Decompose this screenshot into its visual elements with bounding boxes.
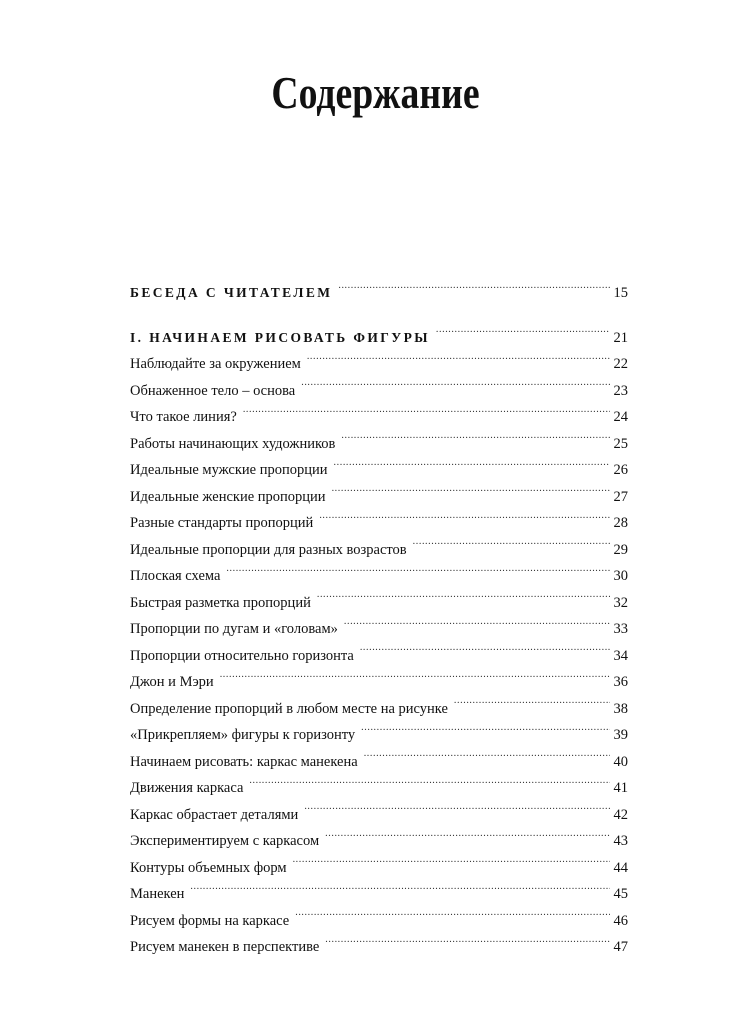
toc-entry-label: Обнаженное тело – основа bbox=[130, 382, 296, 399]
toc-entry-label: Идеальные женские пропорции bbox=[130, 488, 326, 505]
dot-leader bbox=[344, 619, 610, 634]
toc-entry-label: Работы начинающих художников bbox=[130, 435, 336, 452]
toc-entry-label: Идеальные пропорции для разных возрастов bbox=[130, 541, 407, 558]
toc-entry[interactable] bbox=[130, 537, 628, 564]
toc-page-number: 28 bbox=[613, 515, 628, 531]
toc-page-number: 42 bbox=[613, 806, 628, 823]
dot-leader bbox=[454, 698, 610, 713]
toc-page-number: 23 bbox=[613, 382, 628, 399]
dot-leader bbox=[301, 380, 609, 395]
toc-page-number: 26 bbox=[613, 462, 628, 478]
toc-page-number: 27 bbox=[613, 488, 628, 505]
toc-entry-label: Контуры объемных форм bbox=[130, 859, 287, 876]
toc-page-number: 30 bbox=[613, 568, 628, 584]
dot-leader bbox=[249, 778, 609, 793]
toc-entry[interactable] bbox=[130, 351, 628, 378]
toc-entry-label: Манекен bbox=[130, 886, 185, 902]
toc-page-number: 41 bbox=[613, 780, 628, 796]
page-title: Содержание bbox=[271, 67, 480, 118]
toc-entry-label: Разные стандарты пропорций bbox=[130, 515, 314, 531]
toc-part-entry[interactable] bbox=[130, 325, 628, 352]
toc-page-number: 38 bbox=[613, 700, 628, 717]
toc-entry-label: Определение пропорций в любом месте на рисунке bbox=[130, 700, 448, 717]
dot-leader bbox=[319, 513, 609, 528]
toc-entry[interactable] bbox=[130, 934, 628, 961]
toc-entry-label: Наблюдайте за окружением bbox=[130, 356, 301, 372]
dot-leader bbox=[325, 831, 609, 846]
toc-entry[interactable] bbox=[130, 510, 628, 537]
toc-page-number: 46 bbox=[613, 912, 628, 929]
toc-entry[interactable] bbox=[130, 802, 628, 829]
toc-entry[interactable] bbox=[130, 908, 628, 935]
toc-page-number: 47 bbox=[613, 939, 628, 955]
toc-entry[interactable] bbox=[130, 457, 628, 484]
toc-entry-label: Плоская схема bbox=[130, 568, 221, 584]
dot-leader bbox=[243, 407, 610, 422]
dot-leader bbox=[190, 884, 609, 899]
toc-entry[interactable] bbox=[130, 643, 628, 670]
toc-entry-label: Что такое линия? bbox=[130, 409, 237, 425]
toc-entry-label: «Прикрепляем» фигуры к горизонту bbox=[130, 727, 356, 743]
toc-page-number: 15 bbox=[613, 285, 628, 301]
dot-leader bbox=[293, 857, 610, 872]
toc-page-number: 40 bbox=[613, 753, 628, 770]
toc-entry[interactable] bbox=[130, 696, 628, 723]
dot-leader bbox=[295, 910, 609, 925]
toc-page-number: 34 bbox=[613, 647, 628, 664]
toc-part-entry[interactable] bbox=[130, 280, 628, 307]
toc-entry-label: Пропорции относительно горизонта bbox=[130, 647, 354, 664]
dot-leader bbox=[325, 937, 609, 952]
dot-leader bbox=[307, 354, 610, 369]
dot-leader bbox=[304, 804, 609, 819]
toc-entry[interactable] bbox=[130, 563, 628, 590]
toc-entry[interactable] bbox=[130, 722, 628, 749]
toc-entry[interactable] bbox=[130, 749, 628, 776]
dot-leader bbox=[361, 725, 609, 740]
toc-page-number: 39 bbox=[613, 727, 628, 743]
toc-entry-label: БЕСЕДА С ЧИТАТЕЛЕМ bbox=[130, 285, 333, 300]
toc-entry-label: Быстрая разметка пропорций bbox=[130, 594, 311, 611]
toc-page-number: 22 bbox=[613, 356, 628, 372]
toc-entry-label: Пропорции по дугам и «головам» bbox=[130, 621, 338, 637]
toc-page-number: 29 bbox=[613, 541, 628, 558]
dot-leader bbox=[220, 672, 610, 687]
dot-leader bbox=[338, 284, 609, 298]
toc-page-number: 45 bbox=[613, 886, 628, 902]
toc-entry[interactable] bbox=[130, 775, 628, 802]
toc-entry-label: Движения каркаса bbox=[130, 780, 244, 796]
dot-leader bbox=[413, 539, 610, 554]
toc-entry[interactable] bbox=[130, 881, 628, 908]
table-of-contents bbox=[130, 280, 628, 961]
dot-leader bbox=[334, 460, 610, 475]
toc-entry-label: Идеальные мужские пропорции bbox=[130, 462, 328, 478]
toc-entry-label: Каркас обрастает деталями bbox=[130, 806, 299, 823]
dot-leader bbox=[226, 566, 609, 581]
dot-leader bbox=[332, 486, 610, 501]
toc-entry-label: Экспериментируем с каркасом bbox=[130, 833, 320, 849]
toc-entry[interactable] bbox=[130, 431, 628, 458]
toc-entry-label: Джон и Мэри bbox=[130, 674, 214, 690]
toc-entry[interactable] bbox=[130, 616, 628, 643]
toc-page-number: 32 bbox=[613, 594, 628, 611]
dot-leader bbox=[317, 592, 610, 607]
dot-leader bbox=[341, 433, 609, 448]
toc-page-number: 21 bbox=[613, 329, 628, 346]
toc-entry[interactable] bbox=[130, 828, 628, 855]
toc-entry[interactable] bbox=[130, 590, 628, 617]
toc-page-number: 33 bbox=[613, 621, 628, 637]
toc-page-number: 36 bbox=[613, 674, 628, 690]
toc-entry-label: Рисуем манекен в перспективе bbox=[130, 939, 320, 955]
toc-entry-label: Начинаем рисовать: каркас манекена bbox=[130, 753, 358, 770]
dot-leader bbox=[436, 328, 610, 342]
dot-leader bbox=[360, 645, 610, 660]
toc-page-number: 25 bbox=[613, 435, 628, 452]
dot-leader bbox=[364, 751, 610, 766]
toc-entry-label: I. НАЧИНАЕМ РИСОВАТЬ ФИГУРЫ bbox=[130, 329, 430, 345]
toc-entry[interactable] bbox=[130, 378, 628, 405]
toc-entry[interactable] bbox=[130, 669, 628, 696]
toc-entry[interactable] bbox=[130, 484, 628, 511]
toc-entry-label: Рисуем формы на каркасе bbox=[130, 912, 290, 929]
toc-page-number: 43 bbox=[613, 833, 628, 849]
toc-page-number: 44 bbox=[613, 859, 628, 876]
toc-entry[interactable] bbox=[130, 855, 628, 882]
toc-entry[interactable] bbox=[130, 404, 628, 431]
toc-page-number: 24 bbox=[613, 409, 628, 425]
